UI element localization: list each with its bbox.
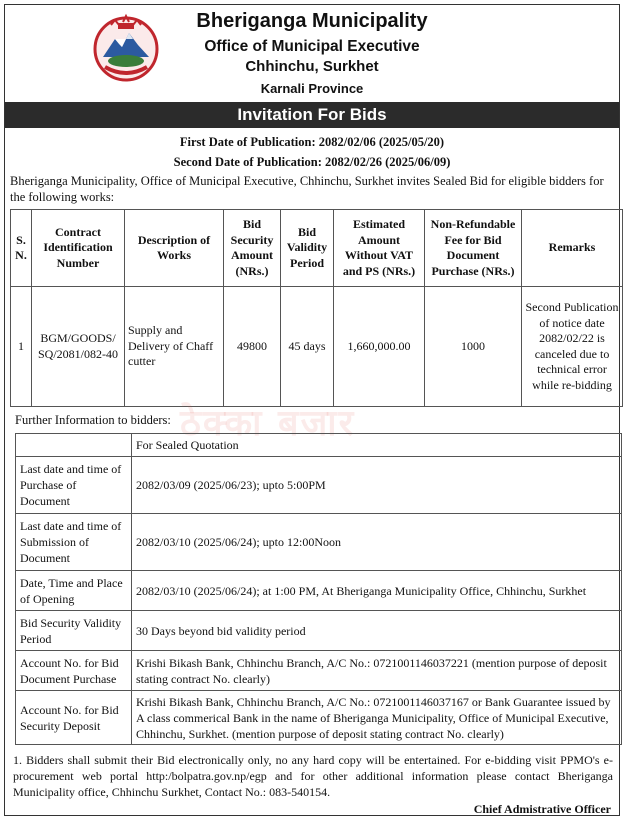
info-label: Last date and time of Purchase of Document [16, 457, 132, 514]
second-publication-date: Second Date of Publication: 2082/02/26 (2025/06/09) [173, 155, 451, 169]
info-value: Krishi Bikash Bank, Chhinchu Branch, A/C No.: 0721001146037167 or Bank Guarantee issued by A class commerical Bank in the name of Bheriganga Municipality, Office of Municipal Executive, Chhinchu, Surkhet. (mention purpose of deposit stating contract No. clearly) [132, 691, 622, 745]
info-header-blank [16, 434, 132, 457]
office-name: Office of Municipal Executive [204, 38, 420, 55]
cell-description: Supply and Delivery of Chaff cutter [125, 287, 224, 407]
info-label: Last date and time of Submission of Document [16, 514, 132, 571]
table-row [16, 571, 622, 611]
info-label: Date, Time and Place of Opening [16, 571, 132, 611]
municipality-name: Bheriganga Municipality [196, 10, 428, 32]
header-description: Description of Works [125, 210, 224, 287]
province-name: Karnali Province [260, 81, 364, 96]
bidding-note: 1. Bidders shall submit their Bid electronically only, no any hard copy will be entertained. For e-bidding visit PPMO's e-procurement web portal http:/bolpatra.gov.np/egp and for other additional information please contact Bheriganga Municipality office, Chhinchu Surkhet, Contact No.: 083-540154. [13, 753, 613, 799]
cell-remarks: Second Publication of notice date 2082/02/22 is canceled due to technical error while re-bidding [522, 287, 623, 407]
table-row [16, 611, 622, 651]
info-label: Account No. for Bid Document Purchase [16, 651, 132, 691]
header-contract-id: Contract Identification Number [32, 210, 125, 287]
info-label: Account No. for Bid Security Deposit [16, 691, 132, 745]
cell-bid-validity: 45 days [281, 287, 334, 407]
signatory-title: Chief Admistrative Officer [473, 802, 611, 816]
header-bid-validity: Bid Validity Period [281, 210, 334, 287]
info-value: 2082/03/10 (2025/06/24); at 1:00 PM, At Bheriganga Municipality Office, Chhinchu, Surkhet [132, 571, 622, 611]
cell-bid-security: 49800 [224, 287, 281, 407]
info-value: 2082/03/10 (2025/06/24); upto 12:00Noon [132, 514, 622, 571]
info-value: 2082/03/09 (2025/06/23); upto 5:00PM [132, 457, 622, 514]
intro-paragraph: Bheriganga Municipality, Office of Municipal Executive, Chhinchu, Surkhet invites Sealed Bid for eligible bidders for the following works: [10, 174, 604, 204]
first-publication-date: First Date of Publication: 2082/02/06 (2025/05/20) [179, 135, 445, 149]
bid-table-header-row [11, 210, 623, 287]
header-bid-security: Bid Security Amount (NRs.) [224, 210, 281, 287]
notice-page [4, 4, 620, 816]
table-row [16, 651, 622, 691]
cell-sn: 1 [11, 287, 32, 407]
header-remarks: Remarks [522, 210, 623, 287]
further-info-label: Further Information to bidders: [15, 413, 171, 427]
info-header-row [16, 434, 622, 457]
table-row [16, 691, 622, 745]
header-estimated-amount: Estimated Amount Without VAT and PS (NRs.) [334, 210, 425, 287]
office-location: Chhinchu, Surkhet [245, 58, 379, 75]
info-value: 30 Days beyond bid validity period [132, 611, 622, 651]
notice-header [5, 5, 619, 101]
header-document-fee: Non-Refundable Fee for Bid Document Purchase (NRs.) [425, 210, 522, 287]
cell-document-fee: 1000 [425, 287, 522, 407]
info-table [15, 433, 622, 745]
table-row [11, 287, 623, 407]
table-row [16, 514, 622, 571]
header-sn: S. N. [11, 210, 32, 287]
cell-estimated-amount: 1,660,000.00 [334, 287, 425, 407]
cell-contract-id: BGM/GOODS/ SQ/2081/082-40 [32, 287, 125, 407]
info-header-value: For Sealed Quotation [132, 434, 622, 457]
info-label: Bid Security Validity Period [16, 611, 132, 651]
table-row [16, 457, 622, 514]
info-value: Krishi Bikash Bank, Chhinchu Branch, A/C No.: 0721001146037221 (mention purpose of deposit stating contract No. clearly) [132, 651, 622, 691]
watermark-logo: ठेक्का बजार [180, 403, 356, 444]
notice-title-banner: Invitation For Bids [5, 102, 619, 128]
bid-table [10, 209, 623, 407]
